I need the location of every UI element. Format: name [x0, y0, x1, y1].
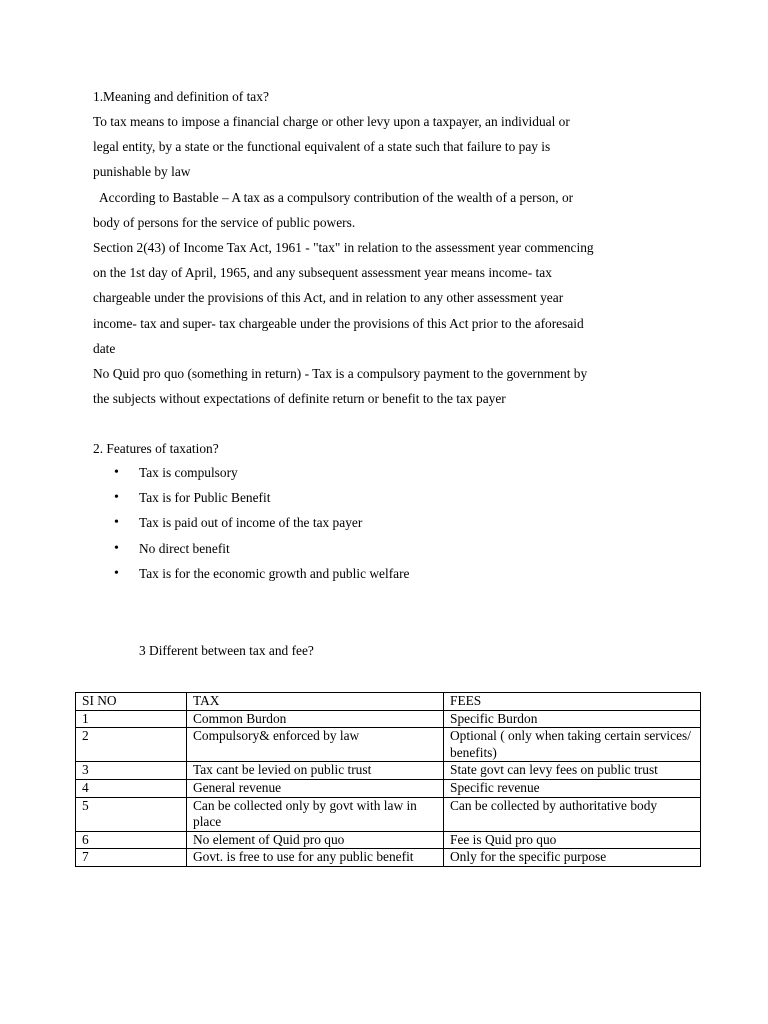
- list-item: • Tax is paid out of income of the tax payer: [114, 515, 410, 540]
- cell-fees: Only for the specific purpose: [444, 849, 701, 867]
- table-row: [76, 849, 701, 867]
- cell-tax: Compulsory& enforced by law: [187, 728, 444, 762]
- cell-si-no: 2: [76, 728, 187, 762]
- cell-tax: Govt. is free to use for any public benefit: [187, 849, 444, 867]
- cell-tax: Tax cant be levied on public trust: [187, 762, 444, 780]
- tax-vs-fee-table: [75, 692, 701, 867]
- section1-line: income- tax and super- tax chargeable under the provisions of this Act prior to the aforesaid: [93, 316, 584, 331]
- table-header-row: [76, 693, 701, 711]
- list-item: • Tax is for the economic growth and public welfare: [114, 566, 410, 591]
- cell-si-no: 1: [76, 710, 187, 728]
- header-si-no: SI NO: [76, 693, 187, 711]
- section1-line: legal entity, by a state or the functional equivalent of a state such that failure to pay is: [93, 139, 551, 154]
- table-row: [76, 779, 701, 797]
- list-item: • Tax is compulsory: [114, 465, 410, 490]
- features-list: [114, 465, 410, 591]
- header-tax: TAX: [187, 693, 444, 711]
- cell-fees: Specific Burdon: [444, 710, 701, 728]
- section1-line: on the 1st day of April, 1965, and any subsequent assessment year means income- tax: [93, 265, 552, 280]
- cell-si-no: 6: [76, 831, 187, 849]
- section1-line: chargeable under the provisions of this Act, and in relation to any other assessment year: [93, 290, 564, 305]
- table-row: [76, 728, 701, 762]
- cell-tax: No element of Quid pro quo: [187, 831, 444, 849]
- cell-fees: Fee is Quid pro quo: [444, 831, 701, 849]
- section3-heading: 3 Different between tax and fee?: [139, 643, 314, 658]
- list-item: • No direct benefit: [114, 541, 410, 566]
- section1-line: date: [93, 341, 116, 356]
- table-row: [76, 831, 701, 849]
- section1-line: No Quid pro quo (something in return) - Tax is a compulsory payment to the government by: [93, 366, 588, 381]
- cell-fees: State govt can levy fees on public trust: [444, 762, 701, 780]
- cell-fees: Specific revenue: [444, 779, 701, 797]
- section1-line: Section 2(43) of Income Tax Act, 1961 - "tax" in relation to the assessment year commencing: [93, 240, 594, 255]
- list-item: • Tax is for Public Benefit: [114, 490, 410, 515]
- cell-si-no: 3: [76, 762, 187, 780]
- cell-si-no: 4: [76, 779, 187, 797]
- cell-fees: Can be collected by authoritative body: [444, 797, 701, 831]
- cell-tax: Common Burdon: [187, 710, 444, 728]
- table-row: [76, 762, 701, 780]
- cell-tax: General revenue: [187, 779, 444, 797]
- section1-heading: 1.Meaning and definition of tax?: [93, 89, 269, 104]
- cell-fees: Optional ( only when taking certain services/ benefits): [444, 728, 701, 762]
- section1-line: According to Bastable – A tax as a compulsory contribution of the wealth of a person, or: [93, 190, 574, 205]
- header-fees: FEES: [444, 693, 701, 711]
- cell-tax: Can be collected only by govt with law in place: [187, 797, 444, 831]
- section2-heading: 2. Features of taxation?: [93, 441, 219, 456]
- section1-line: To tax means to impose a financial charge or other levy upon a taxpayer, an individual or: [93, 114, 570, 129]
- table-row: [76, 710, 701, 728]
- cell-si-no: 5: [76, 797, 187, 831]
- section1-line: punishable by law: [93, 164, 191, 179]
- table-row: [76, 797, 701, 831]
- section1-line: body of persons for the service of public powers.: [93, 215, 356, 230]
- section1-line: the subjects without expectations of definite return or benefit to the tax payer: [93, 391, 506, 406]
- cell-si-no: 7: [76, 849, 187, 867]
